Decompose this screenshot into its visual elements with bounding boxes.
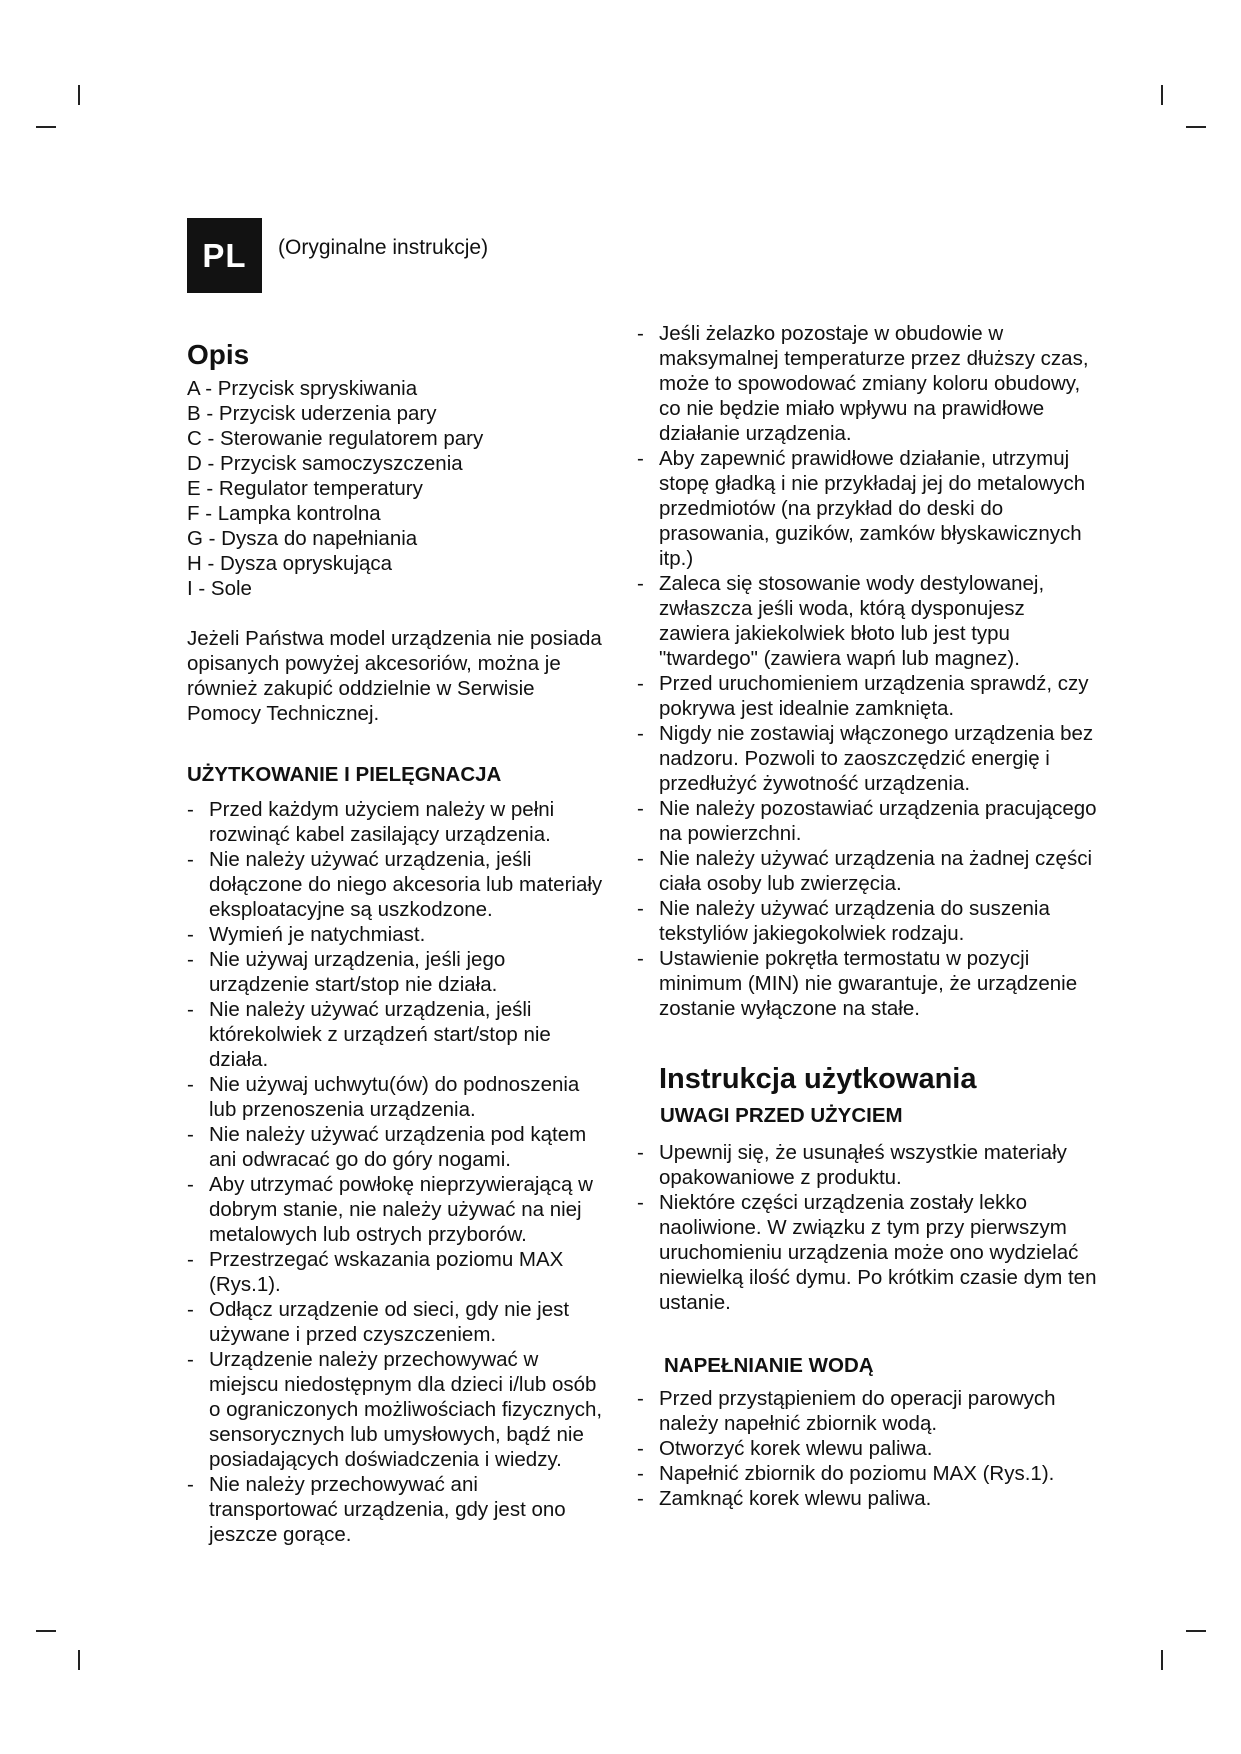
usage-item: - Urządzenie należy przechowywać w miejscu niedostępnym dla dzieci i/lub osób o ograniczonych możliwościach fizycznych, sensorycznych lub umysłowych, bądź nie posiadających doświadczenia i wiedzy. — [187, 1348, 603, 1471]
part-item: B - Przycisk uderzenia pary — [187, 402, 437, 425]
language-badge: PL — [187, 218, 262, 293]
before-use-heading: UWAGI PRZED UŻYCIEM — [660, 1104, 903, 1127]
original-instructions-label: (Oryginalne instrukcje) — [278, 236, 489, 259]
crop-mark-bottom-left-horizontal — [36, 1630, 56, 1632]
usage-care-list-continued — [637, 321, 1097, 1021]
filling-heading: NAPEŁNIANIE WODĄ — [664, 1354, 874, 1377]
dash-bullet: - — [637, 1487, 644, 1510]
dash-bullet: - — [637, 672, 644, 695]
dash-bullet: - — [187, 998, 194, 1021]
usage-item: - Zaleca się stosowanie wody destylowanej, zwłaszcza jeśli woda, którą dysponujesz zawiera jakiekolwiek błoto lub jest typu "twardego" (zawiera wapń lub magnez). — [637, 572, 1045, 670]
part-item: F - Lampka kontrolna — [187, 502, 381, 525]
accessories-note: Jeżeli Państwa model urządzenia nie posiada opisanych powyżej akcesoriów, można je również zakupić oddzielnie w Serwisie Pomocy Technicznej. — [187, 627, 602, 725]
usage-item: - Nie używaj uchwytu(ów) do podnoszenia lub przenoszenia urządzenia. — [187, 1073, 580, 1121]
dash-bullet: - — [637, 447, 644, 470]
dash-bullet: - — [637, 847, 644, 870]
dash-bullet: - — [637, 1437, 644, 1460]
usage-item: - Przestrzegać wskazania poziomu MAX (Rys.1). — [187, 1248, 564, 1296]
crop-mark-bottom-right-horizontal — [1186, 1630, 1206, 1632]
usage-item: - Aby zapewnić prawidłowe działanie, utrzymuj stopę gładką i nie przykładaj jej do metalowych przedmiotów (na przykład do deski do prasowania, guzików, zamków błyskawicznych itp.) — [637, 447, 1086, 570]
dash-bullet: - — [187, 798, 194, 821]
usage-item: - Nie używaj urządzenia, jeśli jego urządzenie start/stop nie działa. — [187, 948, 506, 996]
usage-item: - Nie należy używać urządzenia na żadnej części ciała osoby lub zwierzęcia. — [637, 847, 1093, 895]
usage-item: - Ustawienie pokrętła termostatu w pozycji minimum (MIN) nie gwarantuje, że urządzenie zostanie wyłączone na stałe. — [637, 947, 1078, 1020]
right-column — [637, 321, 1097, 1511]
dash-bullet: - — [637, 947, 644, 970]
usage-item: - Nigdy nie zostawiaj włączonego urządzenia bez nadzoru. Pozwoli to zaoszczędzić energię i przedłużyć żywotność urządzenia. — [637, 722, 1094, 795]
usage-item: - Nie należy pozostawiać urządzenia pracującego na powierzchni. — [637, 797, 1097, 845]
usage-item: - Nie należy używać urządzenia pod kątem ani odwracać go do góry nogami. — [187, 1123, 587, 1171]
crop-mark-bottom-left-vertical — [78, 1650, 80, 1670]
usage-item: - Jeśli żelazko pozostaje w obudowie w maksymalnej temperaturze przez dłuższy czas, może to spowodować zmiany koloru obudowy, co nie będzie miało wpływu na prawidłowe działanie urządzenia. — [637, 322, 1089, 445]
instructions-heading: Instrukcja użytkowania — [659, 1063, 977, 1095]
dash-bullet: - — [637, 1141, 644, 1164]
dash-bullet: - — [637, 1462, 644, 1485]
dash-bullet: - — [187, 948, 194, 971]
dash-bullet: - — [637, 572, 644, 595]
dash-bullet: - — [187, 1248, 194, 1271]
filling-item: - Napełnić zbiornik do poziomu MAX (Rys.1). — [637, 1462, 1055, 1485]
filling-list — [637, 1386, 1097, 1511]
part-item: I - Sole — [187, 577, 252, 600]
part-item: C - Sterowanie regulatorem pary — [187, 427, 484, 450]
filling-item: - Otworzyć korek wlewu paliwa. — [637, 1437, 933, 1460]
dash-bullet: - — [187, 1173, 194, 1196]
dash-bullet: - — [187, 1073, 194, 1096]
part-item: D - Przycisk samoczyszczenia — [187, 452, 463, 475]
left-column — [187, 338, 607, 1547]
dash-bullet: - — [187, 1123, 194, 1146]
crop-mark-top-right-horizontal — [1186, 126, 1206, 128]
dash-bullet: - — [187, 1298, 194, 1321]
crop-mark-top-right-vertical — [1161, 85, 1163, 105]
parts-list — [187, 376, 607, 601]
usage-item: - Odłącz urządzenie od sieci, gdy nie jest używane i przed czyszczeniem. — [187, 1298, 570, 1346]
crop-mark-bottom-right-vertical — [1161, 1650, 1163, 1670]
usage-item: - Nie należy używać urządzenia do suszenia tekstyliów jakiegokolwiek rodzaju. — [637, 897, 1050, 945]
dash-bullet: - — [187, 923, 194, 946]
usage-item: - Aby utrzymać powłokę nieprzywierającą w dobrym stanie, nie należy używać na niej metalowych lub ostrych przyborów. — [187, 1173, 593, 1246]
dash-bullet: - — [187, 1348, 194, 1371]
before-use-item: - Upewnij się, że usunąłeś wszystkie materiały opakowaniowe z produktu. — [637, 1141, 1067, 1189]
opis-heading: Opis — [187, 339, 250, 370]
crop-mark-top-left-horizontal — [36, 126, 56, 128]
part-item: E - Regulator temperatury — [187, 477, 423, 500]
dash-bullet: - — [637, 797, 644, 820]
part-item: A - Przycisk spryskiwania — [187, 377, 418, 400]
filling-item: - Przed przystąpieniem do operacji parowych należy napełnić zbiornik wodą. — [637, 1387, 1056, 1435]
usage-item: - Nie należy używać urządzenia, jeśli którekolwiek z urządzeń start/stop nie działa. — [187, 998, 551, 1071]
dash-bullet: - — [637, 1191, 644, 1214]
usage-item: - Nie należy używać urządzenia, jeśli dołączone do niego akcesoria lub materiały eksploatacyjne są uszkodzone. — [187, 848, 603, 921]
part-item: G - Dysza do napełniania — [187, 527, 418, 550]
before-use-list — [637, 1140, 1097, 1315]
dash-bullet: - — [637, 722, 644, 745]
dash-bullet: - — [637, 897, 644, 920]
dash-bullet: - — [637, 1387, 644, 1410]
crop-mark-top-left-vertical — [78, 85, 80, 105]
dash-bullet: - — [187, 848, 194, 871]
dash-bullet: - — [637, 322, 644, 345]
usage-item: - Przed uruchomieniem urządzenia sprawdź, czy pokrywa jest idealnie zamknięta. — [637, 672, 1089, 720]
before-use-item: - Niektóre części urządzenia zostały lekko naoliwione. W związku z tym przy pierwszym uruchomieniu urządzenia może ono wydzielać niewielką ilość dymu. Po krótkim czasie dym ten ustanie. — [637, 1191, 1097, 1314]
part-item: H - Dysza opryskująca — [187, 552, 393, 575]
usage-item: - Nie należy przechowywać ani transportować urządzenia, gdy jest ono jeszcze gorące. — [187, 1473, 566, 1546]
usage-care-heading: UŻYTKOWANIE I PIELĘGNACJA — [187, 763, 502, 786]
usage-item: - Przed każdym użyciem należy w pełni rozwinąć kabel zasilający urządzenia. — [187, 798, 555, 846]
usage-item: - Wymień je natychmiast. — [187, 923, 426, 946]
dash-bullet: - — [187, 1473, 194, 1496]
usage-care-list — [187, 797, 607, 1547]
filling-item: - Zamknąć korek wlewu paliwa. — [637, 1487, 932, 1510]
